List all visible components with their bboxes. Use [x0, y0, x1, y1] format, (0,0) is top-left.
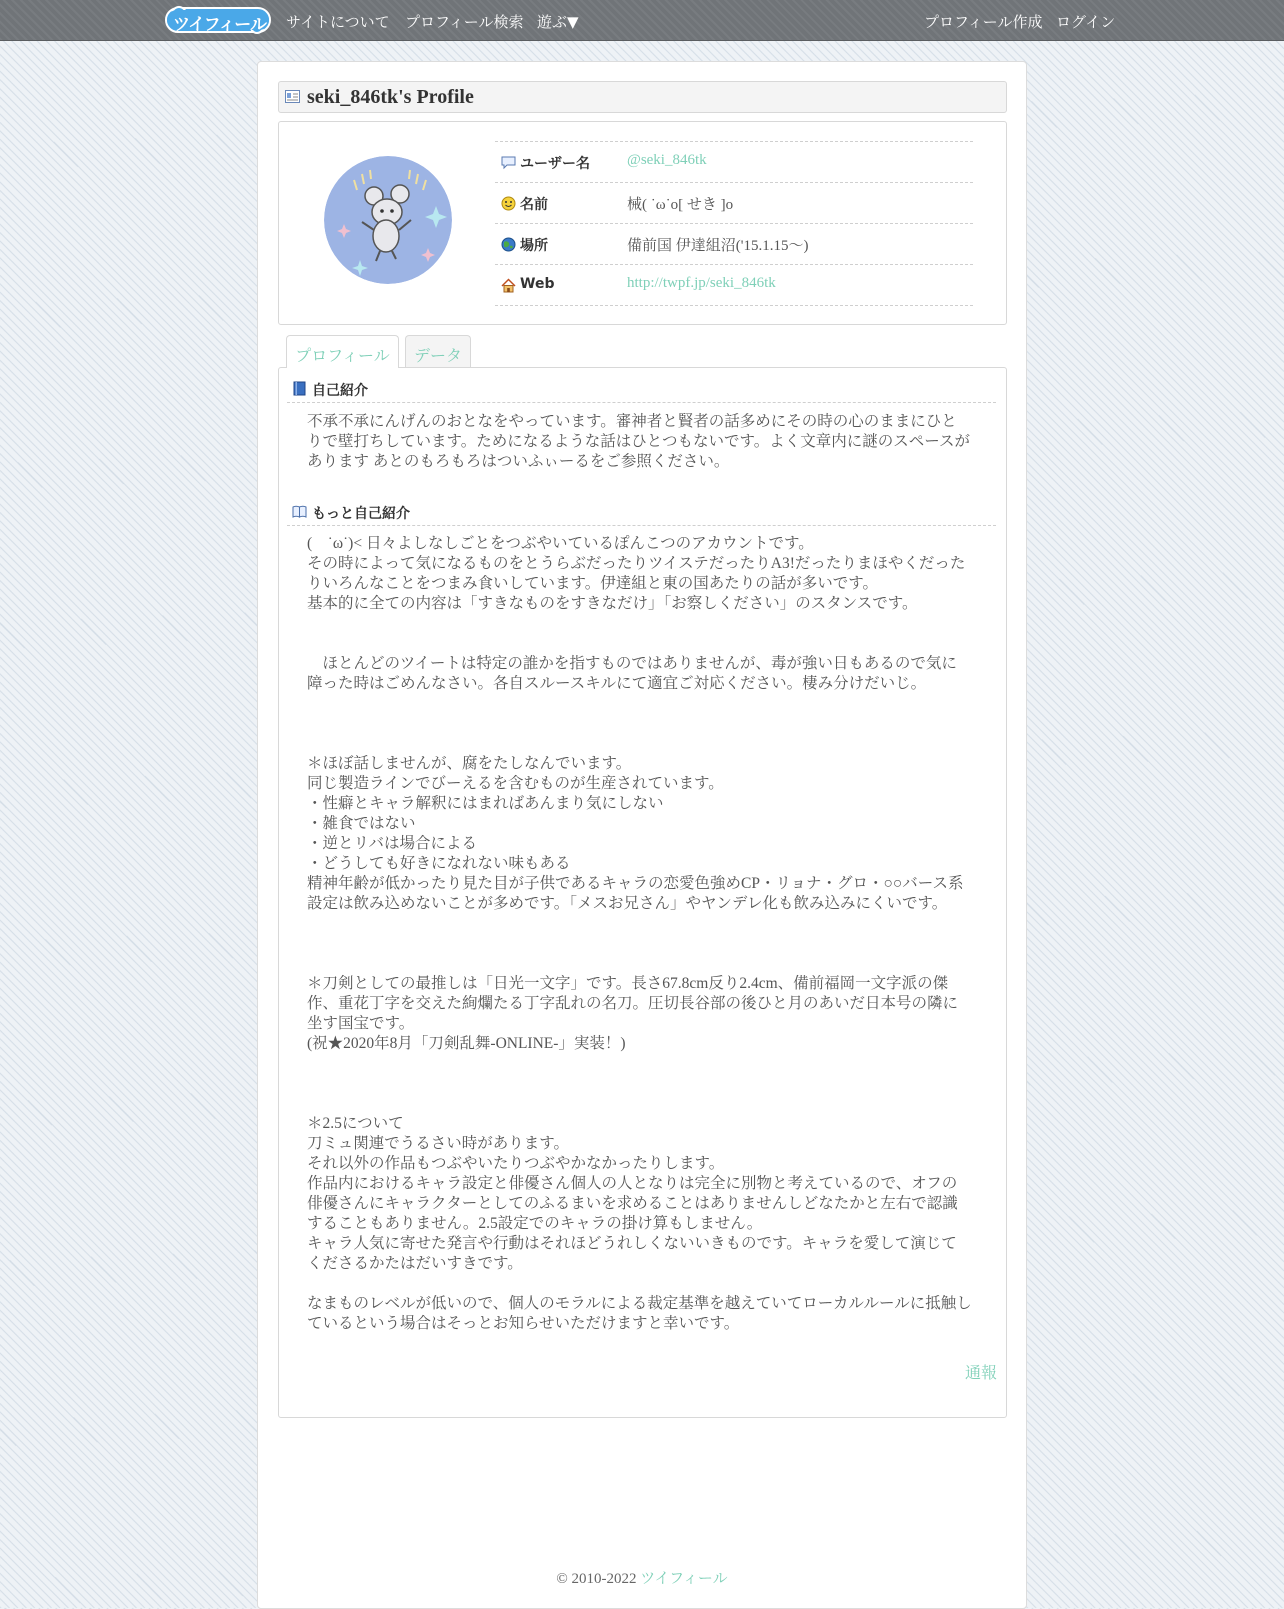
- more-intro-title: もっと自己紹介: [312, 506, 410, 522]
- smiley-icon: [501, 196, 516, 211]
- info-row-location: [495, 223, 973, 264]
- info-value-web[interactable]: http://twpf.jp/seki_846tk: [627, 275, 776, 291]
- nav-login[interactable]: ログイン: [1056, 13, 1116, 31]
- more-intro-section-header: [287, 495, 996, 526]
- info-value-name: 械( ˙ω˙o[ せき ]o: [627, 197, 734, 213]
- nav-create-profile[interactable]: プロフィール作成: [924, 13, 1043, 31]
- info-label-username: ユーザー名: [520, 156, 590, 172]
- intro-text: 不承不承にんげんのおとなをやっています。審神者と賢者の話多めにその時の心のままにひとりで壁打ちしています。ためになるような話はひとつもないです。よく文章内に謎のスペースがあります󠀠 あとのもろもろはついふぃーるをご参照ください。: [307, 413, 970, 470]
- globe-icon: [501, 237, 516, 252]
- main-container: [257, 61, 1027, 1609]
- tab-data[interactable]: [405, 335, 471, 367]
- avatar[interactable]: [324, 156, 452, 284]
- copyright-text: © 2010-2022: [556, 1571, 637, 1587]
- profile-title-bar: [278, 81, 1007, 113]
- site-logo[interactable]: [165, 5, 273, 35]
- nav-about[interactable]: サイトについて: [286, 13, 390, 31]
- nav-profile-search[interactable]: プロフィール検索: [405, 13, 524, 31]
- info-value-username[interactable]: @seki_846tk: [627, 152, 707, 168]
- tab-profile[interactable]: [286, 335, 399, 368]
- tab-data-label: データ: [413, 346, 462, 365]
- top-navigation-bar: [0, 0, 1284, 41]
- tab-profile-label: プロフィール: [295, 346, 390, 365]
- open-book-icon: [292, 504, 307, 519]
- info-row-web: [495, 264, 973, 306]
- footer: [258, 1567, 1026, 1588]
- page-title: seki_846tk's Profile: [307, 86, 474, 108]
- info-label-web: Web: [520, 276, 555, 292]
- info-row-name: [495, 182, 973, 223]
- home-icon: [501, 278, 516, 293]
- report-link[interactable]: 通報: [964, 1363, 997, 1382]
- profile-content: [278, 367, 1007, 1418]
- info-label-name: 名前: [520, 197, 548, 213]
- profile-info-table: [495, 141, 973, 306]
- nav-play-menu[interactable]: 遊ぶ▼: [537, 13, 579, 31]
- more-intro-text: ( ˙ω˙)< 日々よしなしごとをつぶやいているぽんこつのアカウントです。 その時によって気になるものをとうらぶだったりツイステだったりA3!だったりまほやくだったりいろんなことをつまみ食いしています。伊達組と東の国あたりの話が多いです。 基本的に全ての内容は「すきなものをすきなだけ」「お察しください」のスタンスです。 ほとんどのツイートは特定の誰かを指すものではありませんが、毒が強い日もあるので気に障った時はごめんなさい。各自スルースキルにて適宜ご対応ください。棲み分けだいじ。 ＊ほぼ話しませんが、腐をたしなんでいます。 同じ製造ラインでびーえるを含むものが生産されています。 ・性癖とキャラ解釈にはまればあんまり気にしない ・雑食ではない ・逆とリバは場合による ・どうしても好きになれない味もある 精神年齢が低かったり見た目が子供であるキャラの恋愛色強めCP・リョナ・グロ・○○バース系設定は飲み込めないことが多めです。「メスお兄さん」やヤンデレ化も飲み込みにくいです。 ＊刀剣としての最推しは「日光一文字」です。長さ67.8cm反り2.4cm、備前福岡一文字派の傑作、重花丁字を交えた絢爛たる丁字乱れの名刀。圧切長谷部の後ひと月のあいだ日本号の隣に坐す国宝です。 (祝★2020年8月「刀剣乱舞-ONLINE-」実装！) ＊2.5について 刀ミュ関連でうるさい時があります。 それ以外の作品もつぶやいたりつぶやかなかったりします。 作品内におけるキャラ設定と俳優さん個人の人となりは完全に別物と考えているので、オフの俳優さんにキャラクターとしてのふるまいを求めることはありませんしどなたかと左右で認識することもありません。2.5設定でのキャラの掛け算もしません。 キャラ人気に寄せた発言や行動はそれほどうれしくないいきものです。キャラを愛して演じてくださるかたはだいすきです。 なまものレベルが低いので、個人のモラルによる裁定基準を越えていてローカルルールに抵触しているという場合はそっとお知らせいただけますと幸いです。: [307, 535, 972, 1332]
- footer-site-link[interactable]: ツイフィール: [640, 1571, 728, 1587]
- book-icon: [292, 381, 307, 396]
- speech-bubble-icon: [501, 155, 516, 170]
- intro-section-header: [287, 372, 996, 403]
- info-row-username: [495, 141, 973, 182]
- id-card-icon: [285, 90, 300, 103]
- intro-title: 自己紹介: [312, 383, 368, 399]
- profile-summary: [278, 121, 1007, 325]
- logo-text: ツイフィール: [173, 15, 266, 35]
- info-label-location: 場所: [520, 238, 548, 254]
- info-value-location: 備前国 伊達組沼('15.1.15〜): [627, 238, 809, 254]
